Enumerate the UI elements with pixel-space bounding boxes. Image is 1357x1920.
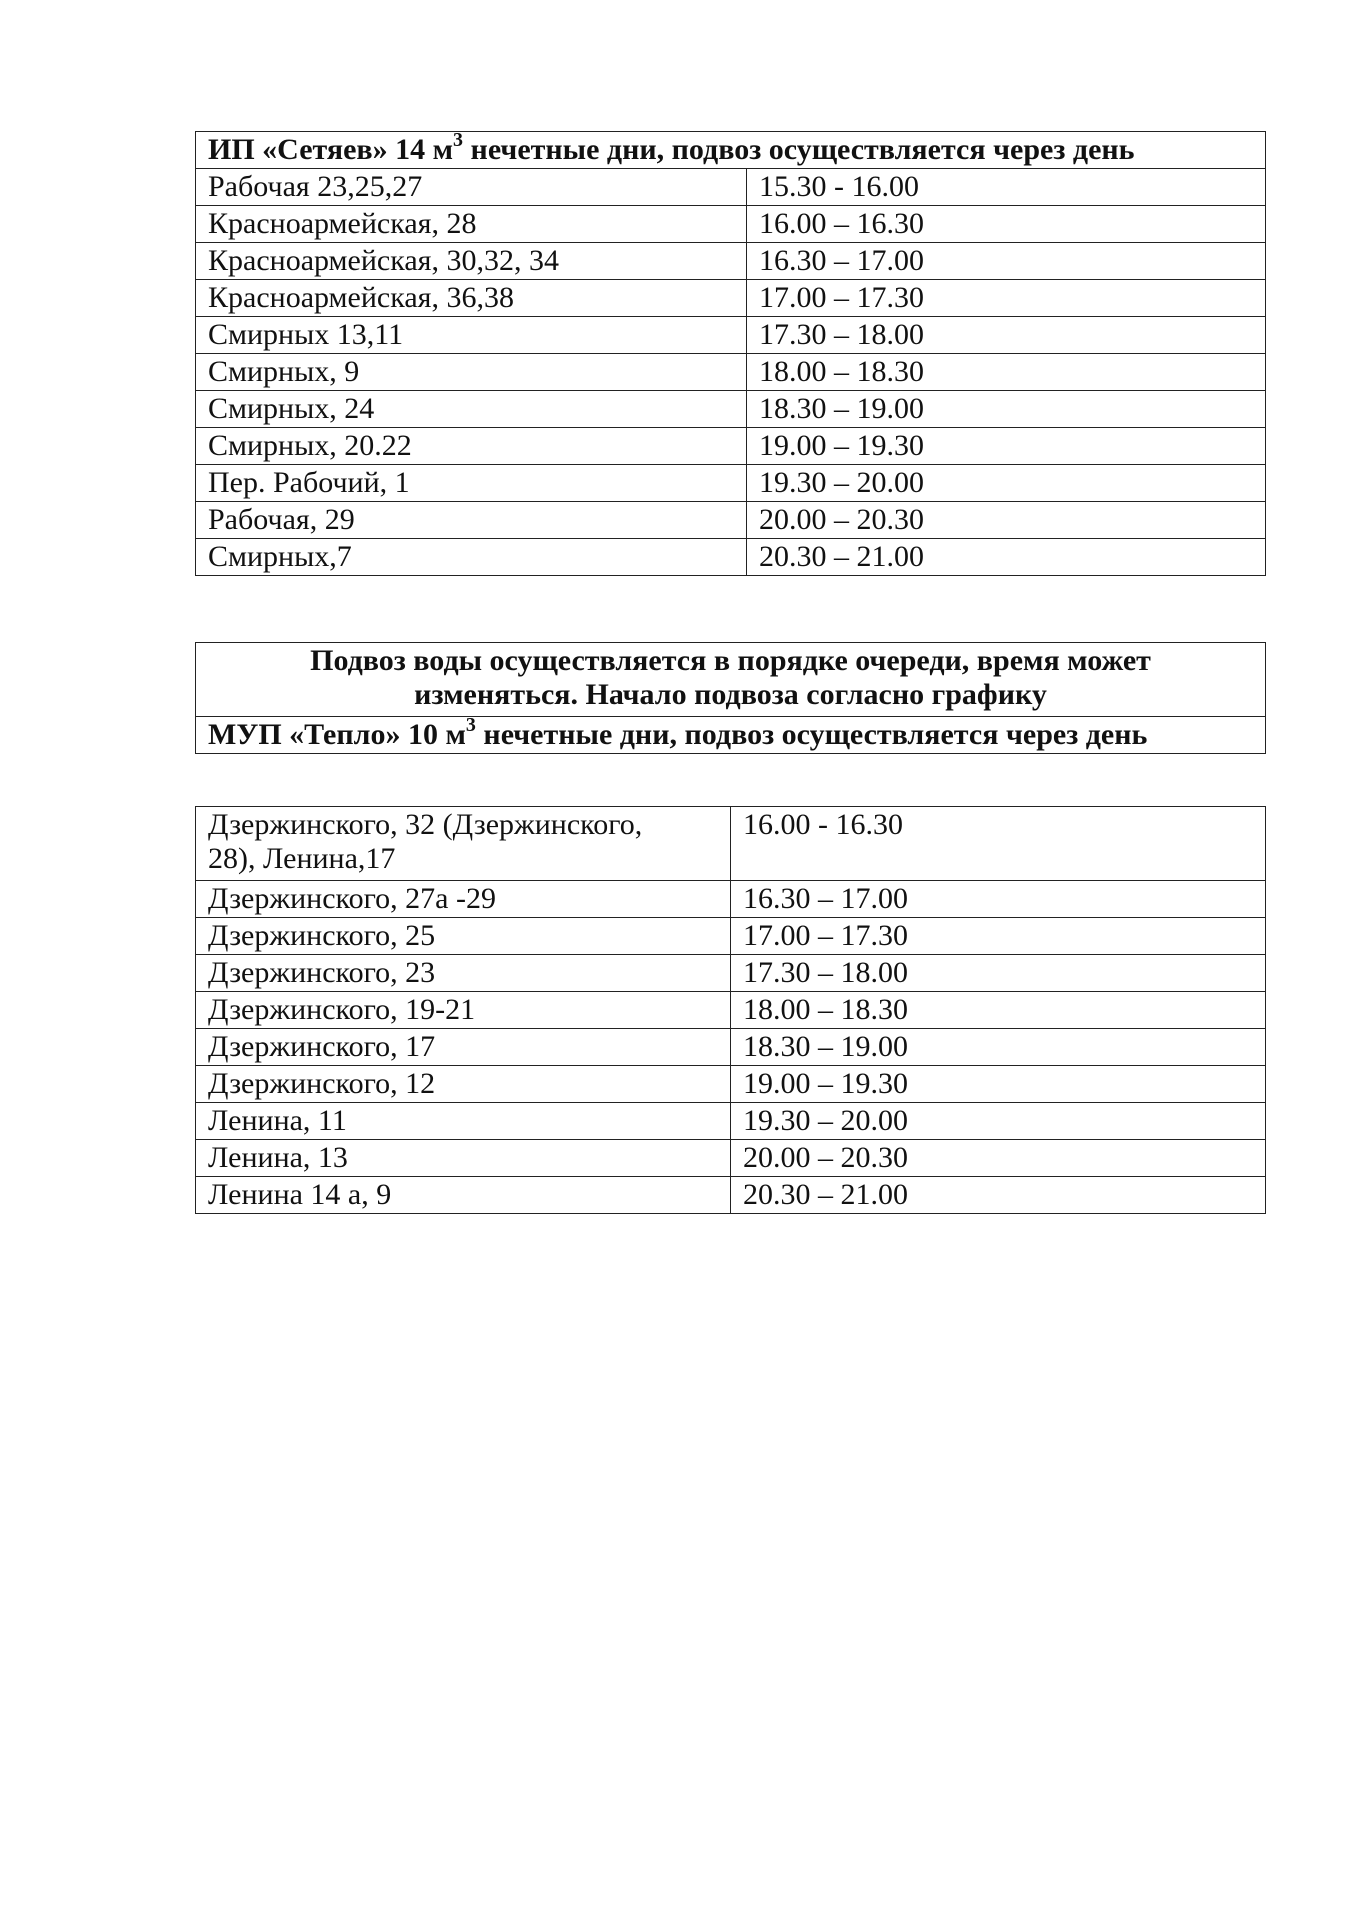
address-cell bbox=[196, 807, 731, 881]
table-row bbox=[196, 206, 1266, 243]
address-cell: Смирных, 20.22 bbox=[196, 428, 747, 465]
table-row bbox=[196, 1029, 1266, 1066]
schedule-table-setyaev bbox=[195, 131, 1266, 576]
table-row bbox=[196, 539, 1266, 576]
time-cell: 16.30 – 17.00 bbox=[731, 881, 1266, 918]
address-cell: Дзержинского, 19-21 bbox=[196, 992, 731, 1029]
address-cell: Смирных 13,11 bbox=[196, 317, 747, 354]
address-cell: Пер. Рабочий, 1 bbox=[196, 465, 747, 502]
address-cell: Дзержинского, 17 bbox=[196, 1029, 731, 1066]
address-cell: Красноармейская, 28 bbox=[196, 206, 747, 243]
notice-table bbox=[195, 642, 1266, 754]
table-row bbox=[196, 807, 1266, 881]
time-cell: 20.30 – 21.00 bbox=[747, 539, 1266, 576]
notice-row bbox=[196, 643, 1266, 717]
table-row bbox=[196, 881, 1266, 918]
table-row bbox=[196, 1103, 1266, 1140]
time-cell: 19.30 – 20.00 bbox=[731, 1103, 1266, 1140]
time-cell: 17.30 – 18.00 bbox=[731, 955, 1266, 992]
time-cell: 19.00 – 19.30 bbox=[747, 428, 1266, 465]
supplier-schedule-note: нечетные дни, подвоз осуществляется через день bbox=[475, 718, 1148, 751]
table-row bbox=[196, 955, 1266, 992]
notice-line-2: изменяться. Начало подвоза согласно графику bbox=[414, 678, 1047, 711]
table-row bbox=[196, 391, 1266, 428]
supplier-schedule-note: нечетные дни, подвоз осуществляется через день bbox=[463, 133, 1135, 166]
time-cell: 18.30 – 19.00 bbox=[747, 391, 1266, 428]
address-cell: Рабочая, 29 bbox=[196, 502, 747, 539]
unit-superscript: 3 bbox=[453, 129, 464, 151]
table-header-row bbox=[196, 717, 1266, 754]
time-cell: 18.00 – 18.30 bbox=[747, 354, 1266, 391]
address-cell: Ленина 14 а, 9 bbox=[196, 1177, 731, 1214]
address-cell: Красноармейская, 36,38 bbox=[196, 280, 747, 317]
address-cell: Смирных,7 bbox=[196, 539, 747, 576]
table-row bbox=[196, 354, 1266, 391]
time-cell: 20.00 – 20.30 bbox=[731, 1140, 1266, 1177]
time-cell: 16.00 – 16.30 bbox=[747, 206, 1266, 243]
table-row bbox=[196, 317, 1266, 354]
table-row bbox=[196, 1066, 1266, 1103]
schedule-table-teplo bbox=[195, 806, 1266, 1214]
table-row bbox=[196, 992, 1266, 1029]
table-row bbox=[196, 243, 1266, 280]
address-cell: Смирных, 9 bbox=[196, 354, 747, 391]
time-cell: 17.30 – 18.00 bbox=[747, 317, 1266, 354]
time-cell: 20.00 – 20.30 bbox=[747, 502, 1266, 539]
table-row bbox=[196, 918, 1266, 955]
table-row bbox=[196, 428, 1266, 465]
table-row bbox=[196, 502, 1266, 539]
address-cell: Ленина, 13 bbox=[196, 1140, 731, 1177]
address-cell: Ленина, 11 bbox=[196, 1103, 731, 1140]
time-cell: 18.30 – 19.00 bbox=[731, 1029, 1266, 1066]
address-cell: Дзержинского, 12 bbox=[196, 1066, 731, 1103]
time-cell: 18.00 – 18.30 bbox=[731, 992, 1266, 1029]
time-cell: 19.30 – 20.00 bbox=[747, 465, 1266, 502]
table-row bbox=[196, 280, 1266, 317]
address-cell: Смирных, 24 bbox=[196, 391, 747, 428]
table-row bbox=[196, 1177, 1266, 1214]
time-cell: 17.00 – 17.30 bbox=[747, 280, 1266, 317]
time-cell: 17.00 – 17.30 bbox=[731, 918, 1266, 955]
address-cell: Дзержинского, 23 bbox=[196, 955, 731, 992]
time-cell: 20.30 – 21.00 bbox=[731, 1177, 1266, 1214]
table-row bbox=[196, 169, 1266, 206]
address-cell: Дзержинского, 25 bbox=[196, 918, 731, 955]
address-line-2: 28), Ленина,17 bbox=[208, 842, 396, 875]
queue-notice bbox=[196, 643, 1266, 717]
table-header-row bbox=[196, 132, 1266, 169]
supplier-header bbox=[196, 129, 1266, 169]
address-cell: Красноармейская, 30,32, 34 bbox=[196, 243, 747, 280]
time-cell: 16.00 - 16.30 bbox=[731, 807, 1266, 881]
supplier-header bbox=[196, 714, 1266, 754]
address-line-1: Дзержинского, 32 (Дзержинского, bbox=[208, 808, 643, 841]
notice-line-1: Подвоз воды осуществляется в порядке очереди, время может bbox=[310, 644, 1151, 677]
supplier-name: ИП «Сетяев» 14 м bbox=[208, 133, 454, 166]
unit-superscript: 3 bbox=[465, 714, 476, 736]
table-row bbox=[196, 1140, 1266, 1177]
time-cell: 16.30 – 17.00 bbox=[747, 243, 1266, 280]
address-cell: Рабочая 23,25,27 bbox=[196, 169, 747, 206]
time-cell: 19.00 – 19.30 bbox=[731, 1066, 1266, 1103]
address-cell: Дзержинского, 27а -29 bbox=[196, 881, 731, 918]
time-cell: 15.30 - 16.00 bbox=[747, 169, 1266, 206]
supplier-name: МУП «Тепло» 10 м bbox=[208, 718, 466, 751]
table-row bbox=[196, 465, 1266, 502]
